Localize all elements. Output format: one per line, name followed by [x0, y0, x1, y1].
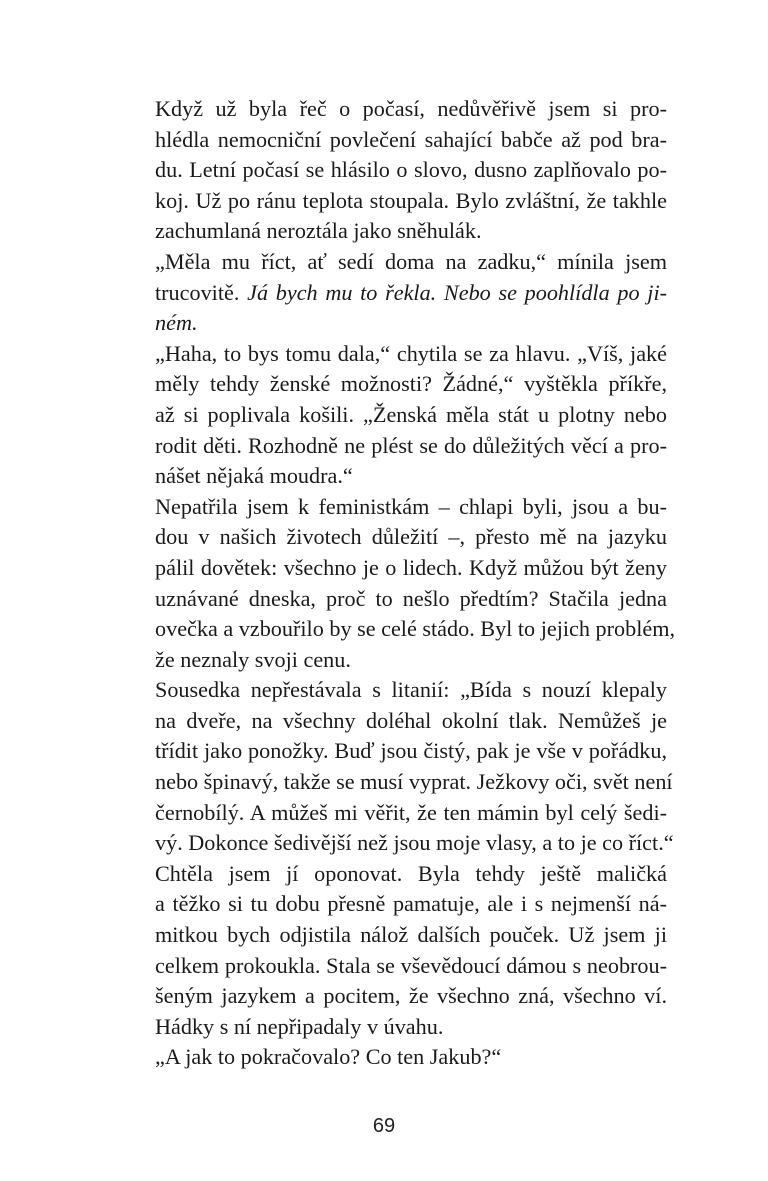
text-line: koj. Už po ránu teplota stoupala. Bylo zvláštní, že takhle — [155, 187, 667, 213]
page-text — [119, 94, 676, 1073]
text-line: mitkou bych odjistila nálož dalších pouček. Už jsem ji — [155, 922, 667, 948]
text-line: „Haha, to bys tomu dala,“ chytila se za hlavu. „Víš, jaké — [155, 340, 667, 366]
text-line: zachumlaná neroztála jako sněhulák. — [155, 218, 482, 244]
text-line: Když už byla řeč o počasí, nedůvěřivě jsem si pro- — [155, 96, 667, 121]
paragraph-5 — [119, 675, 674, 859]
text-line: rodit děti. Rozhodně ne plést se do důležitých věcí a pro- — [155, 432, 667, 458]
text-line: dou v našich životech důležití –, přesto mě na jazyku — [155, 524, 667, 550]
text-segment: trucovitě. — [155, 279, 248, 305]
text-line: na dveře, na všechny doléhal okolní tlak. Nemůžeš je — [155, 707, 667, 733]
text-line: „Měla mu říct, ať sedí doma na zadku,“ mínila jsem — [155, 248, 667, 274]
paragraph-6 — [119, 859, 667, 1043]
text-line: šeným jazykem a pocitem, že všechno zná, všechno ví. — [155, 983, 667, 1009]
text-line: a těžko si tu dobu přesně pamatuje, ale i s nejmenší ná- — [155, 891, 667, 917]
text-line: vý. Dokonce šedivější než jsou moje vlasy, a to je co říct.“ — [155, 830, 674, 856]
text-line: pálil dovětek: všechno je o lidech. Když můžou být ženy — [155, 554, 667, 580]
text-line: Hádky s ní nepřipadaly v úvahu. — [155, 1013, 444, 1039]
text-line: Chtěla jsem jí oponovat. Byla tehdy ještě maličká — [155, 860, 667, 886]
paragraph-2 — [119, 247, 667, 339]
text-line: že neznaly svoji cenu. — [155, 646, 351, 672]
italic-thought: Já bych mu to řekla. Nebo se poohlídla po ji- — [247, 279, 667, 305]
text-line: Sousedka nepřestávala s litanií: „Bída s nouzí klepaly — [155, 677, 667, 703]
text-line: nášet nějaká moudra.“ — [155, 463, 353, 489]
text-line: nebo špinavý, takže se musí vyprat. Ježkovy oči, svět není — [155, 769, 673, 795]
page-number: 69 — [372, 1115, 396, 1137]
text-line: měly tehdy ženské možnosti? Žádné,“ vyštěkla příkře, — [155, 371, 667, 397]
text-line: černobílý. A můžeš mi věřit, že ten mámin byl celý šedi- — [155, 799, 667, 825]
paragraph-1 — [119, 94, 667, 247]
text-line: celkem prokoukla. Stala se vševědoucí dámou s neobrou- — [155, 952, 667, 978]
text-line: ovečka a vzbouřilo by se celé stádo. Byl to jejich problém, — [155, 616, 676, 642]
text-line-mixed — [119, 278, 667, 309]
paragraph-3 — [119, 339, 667, 492]
text-line: až si poplivala košili. „Ženská měla stát u plotny nebo — [155, 401, 667, 427]
text-line: du. Letní počasí se hlásilo o slovo, dusno zaplňovalo po- — [155, 157, 667, 183]
text-line: Nepatřila jsem k feministkám – chlapi byli, jsou a bu- — [155, 493, 667, 519]
paragraph-7 — [119, 1042, 667, 1073]
text-line: třídit jako ponožky. Buď jsou čistý, pak je vše v pořádku, — [155, 738, 667, 764]
text-line: hlédla nemocniční povlečení sahající babče až pod bra- — [155, 126, 667, 152]
text-line: uznávané dneska, proč to nešlo předtím? Stačila jedna — [155, 585, 667, 611]
paragraph-4 — [119, 492, 676, 676]
text-line: „A jak to pokračovalo? Co ten Jakub?“ — [155, 1044, 502, 1070]
italic-thought: ném. — [155, 310, 198, 336]
